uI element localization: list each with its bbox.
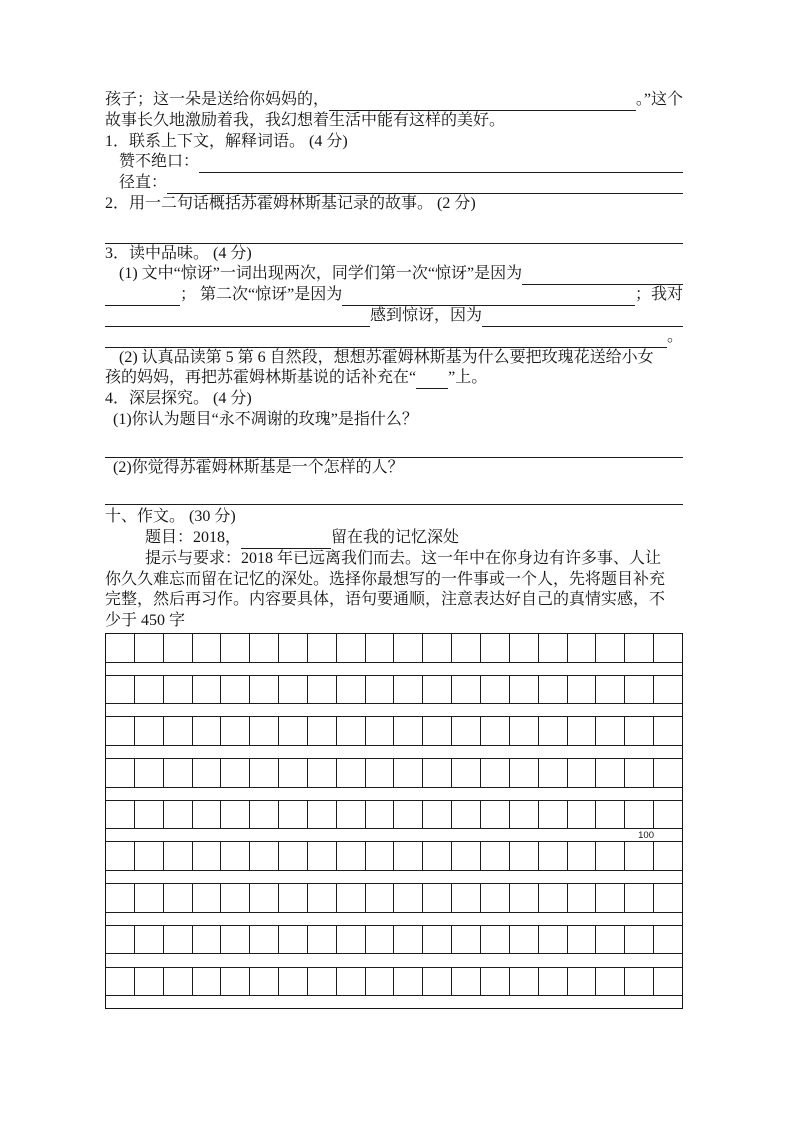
grid-cell[interactable]	[221, 968, 250, 996]
grid-cell[interactable]	[596, 801, 625, 829]
grid-row	[106, 634, 682, 663]
text-line	[105, 90, 683, 111]
grid-cell[interactable]	[279, 634, 308, 662]
grid-cell[interactable]	[452, 801, 481, 829]
grid-cell[interactable]	[250, 717, 279, 745]
grid-cell[interactable]	[193, 801, 222, 829]
grid-cell[interactable]	[279, 676, 308, 704]
answer-blank[interactable]	[241, 527, 331, 549]
grid-cell[interactable]	[625, 759, 654, 787]
grid-cell[interactable]	[164, 801, 193, 829]
grid-cell[interactable]	[279, 884, 308, 912]
grid-cell[interactable]	[135, 717, 164, 745]
grid-row	[106, 759, 682, 788]
grid-cell[interactable]	[164, 676, 193, 704]
grid-cell[interactable]	[366, 926, 395, 954]
grid-cell[interactable]	[596, 717, 625, 745]
grid-cell[interactable]	[510, 634, 539, 662]
grid-cell[interactable]	[423, 801, 452, 829]
answer-blank[interactable]	[105, 326, 667, 348]
grid-cell[interactable]	[452, 717, 481, 745]
grid-cell[interactable]	[481, 634, 510, 662]
text-line	[105, 437, 683, 458]
grid-cell[interactable]	[135, 842, 164, 870]
grid-cell[interactable]	[394, 884, 423, 912]
grid-cell[interactable]	[452, 676, 481, 704]
grid-cell[interactable]	[106, 884, 135, 912]
grid-cell[interactable]	[193, 926, 222, 954]
grid-spacer	[106, 954, 682, 967]
grid-cell[interactable]	[164, 884, 193, 912]
text-line	[105, 570, 683, 591]
grid-row	[106, 884, 682, 913]
text-line	[105, 306, 683, 327]
grid-cell[interactable]	[106, 717, 135, 745]
grid-cell[interactable]	[452, 968, 481, 996]
text-segment: 十、作文。 (30 分)	[105, 508, 236, 526]
text-segment: 赞不绝口：	[119, 153, 200, 171]
text-line	[105, 194, 683, 215]
grid-cell[interactable]	[337, 676, 366, 704]
text-segment: 题目：2018，	[145, 528, 242, 546]
grid-cell[interactable]	[164, 926, 193, 954]
grid-cell[interactable]	[625, 884, 654, 912]
text-segment: 。”这个	[635, 91, 683, 108]
grid-cell[interactable]	[568, 717, 597, 745]
text-segment: 孩的妈妈，再把苏霍姆林斯基说的话补充在“	[105, 369, 417, 387]
grid-cell[interactable]	[337, 926, 366, 954]
text-line	[105, 507, 683, 528]
grid-row	[106, 926, 682, 955]
grid-cell[interactable]	[654, 801, 682, 829]
answer-blank[interactable]	[167, 172, 683, 194]
grid-cell[interactable]	[596, 926, 625, 954]
text-segment: 留在我的记忆深处	[331, 528, 460, 546]
grid-cell[interactable]	[625, 801, 654, 829]
grid-cell[interactable]	[106, 968, 135, 996]
grid-cell[interactable]	[539, 842, 568, 870]
grid-cell[interactable]	[164, 634, 193, 662]
grid-cell[interactable]	[250, 926, 279, 954]
grid-cell[interactable]	[510, 842, 539, 870]
grid-cell[interactable]	[337, 801, 366, 829]
grid-cell[interactable]	[452, 759, 481, 787]
text-segment: 4．深层探究。 (4 分)	[105, 390, 252, 408]
grid-cell[interactable]	[423, 926, 452, 954]
grid-cell[interactable]	[221, 759, 250, 787]
char-count-marker: 100	[638, 829, 654, 841]
grid-cell[interactable]	[394, 717, 423, 745]
text-line	[105, 132, 683, 153]
grid-cell[interactable]	[337, 842, 366, 870]
grid-cell[interactable]	[250, 634, 279, 662]
answer-blank[interactable]	[199, 151, 683, 173]
grid-cell[interactable]	[394, 968, 423, 996]
grid-cell[interactable]	[625, 634, 654, 662]
text-segment: 。	[666, 327, 683, 345]
grid-cell[interactable]	[221, 717, 250, 745]
grid-cell[interactable]	[308, 634, 337, 662]
grid-cell[interactable]	[279, 926, 308, 954]
grid-cell[interactable]	[568, 759, 597, 787]
text-segment: 孩子；这一朵是送给你妈妈的，	[105, 91, 330, 108]
text-line	[105, 410, 683, 431]
grid-row	[106, 676, 682, 705]
grid-cell[interactable]	[250, 676, 279, 704]
grid-cell[interactable]	[366, 801, 395, 829]
text-line	[105, 549, 683, 570]
grid-cell[interactable]	[568, 926, 597, 954]
text-line	[105, 528, 683, 549]
grid-cell[interactable]	[481, 842, 510, 870]
answer-blank[interactable]	[105, 483, 683, 505]
grid-cell[interactable]	[135, 926, 164, 954]
text-segment: 少于 450 字	[105, 612, 186, 630]
grid-cell[interactable]	[539, 759, 568, 787]
answer-blank[interactable]	[105, 284, 180, 306]
grid-cell[interactable]	[625, 842, 654, 870]
grid-cell[interactable]	[510, 968, 539, 996]
grid-row	[106, 842, 682, 871]
grid-cell[interactable]	[481, 759, 510, 787]
grid-cell[interactable]	[308, 968, 337, 996]
grid-cell[interactable]	[308, 801, 337, 829]
grid-cell[interactable]	[366, 842, 395, 870]
grid-cell[interactable]	[654, 842, 682, 870]
answer-blank[interactable]	[342, 284, 635, 306]
grid-cell[interactable]	[279, 759, 308, 787]
grid-cell[interactable]	[106, 676, 135, 704]
grid-cell[interactable]	[481, 884, 510, 912]
grid-cell[interactable]	[596, 676, 625, 704]
question-text-block	[105, 90, 683, 632]
grid-cell[interactable]	[106, 801, 135, 829]
grid-spacer	[106, 913, 682, 926]
grid-cell[interactable]	[596, 842, 625, 870]
grid-cell[interactable]	[596, 884, 625, 912]
text-segment: (2)你觉得苏霍姆林斯基是一个怎样的人？	[113, 458, 404, 476]
grid-cell[interactable]	[337, 634, 366, 662]
grid-cell[interactable]	[596, 634, 625, 662]
text-line	[105, 173, 683, 194]
grid-cell[interactable]	[539, 801, 568, 829]
grid-cell[interactable]	[654, 634, 682, 662]
grid-cell[interactable]	[510, 676, 539, 704]
text-line	[105, 368, 683, 389]
grid-cell[interactable]	[510, 759, 539, 787]
grid-cell[interactable]	[221, 676, 250, 704]
grid-cell[interactable]	[510, 717, 539, 745]
grid-row	[106, 717, 682, 746]
text-segment: 感到惊讶，因为	[370, 306, 483, 324]
grid-cell[interactable]	[539, 968, 568, 996]
grid-cell[interactable]	[250, 968, 279, 996]
text-segment: 故事长久地激励着我，我幻想着生活中能有这样的美好。	[105, 111, 506, 129]
text-segment: 完整，然后再习作。内容要具体，语句要通顺，注意表达好自己的真情实感，不	[105, 591, 666, 609]
grid-cell[interactable]	[164, 968, 193, 996]
grid-cell[interactable]	[568, 884, 597, 912]
grid-cell[interactable]	[394, 842, 423, 870]
grid-spacer	[106, 996, 682, 1008]
grid-cell[interactable]	[250, 801, 279, 829]
text-line	[105, 389, 683, 410]
grid-cell[interactable]	[193, 676, 222, 704]
grid-spacer	[106, 788, 682, 801]
text-line	[105, 327, 683, 348]
grid-cell[interactable]	[366, 717, 395, 745]
grid-cell[interactable]	[625, 968, 654, 996]
grid-cell[interactable]	[539, 926, 568, 954]
grid-cell[interactable]	[337, 759, 366, 787]
grid-cell[interactable]	[654, 926, 682, 954]
composition-grid	[105, 633, 683, 1009]
grid-cell[interactable]	[106, 634, 135, 662]
grid-cell[interactable]	[106, 926, 135, 954]
grid-cell[interactable]	[193, 717, 222, 745]
grid-cell[interactable]	[308, 676, 337, 704]
text-segment: ； 第二次“惊讶”是因为	[180, 286, 343, 304]
grid-cell[interactable]	[481, 926, 510, 954]
answer-blank[interactable]	[105, 222, 683, 244]
grid-cell[interactable]	[135, 634, 164, 662]
grid-cell[interactable]	[510, 801, 539, 829]
grid-cell[interactable]	[221, 926, 250, 954]
grid-spacer	[106, 704, 682, 717]
grid-cell[interactable]	[654, 759, 682, 787]
grid-cell[interactable]	[279, 801, 308, 829]
grid-cell[interactable]	[308, 926, 337, 954]
text-line	[105, 111, 683, 132]
grid-cell[interactable]	[221, 884, 250, 912]
grid-cell[interactable]	[221, 801, 250, 829]
grid-cell[interactable]	[279, 968, 308, 996]
grid-cell[interactable]	[193, 842, 222, 870]
grid-cell[interactable]	[539, 884, 568, 912]
grid-cell[interactable]	[193, 759, 222, 787]
text-segment: 3．读中品味。 (4 分)	[105, 244, 252, 262]
grid-cell[interactable]	[366, 968, 395, 996]
answer-blank[interactable]	[105, 436, 683, 458]
grid-cell[interactable]	[308, 842, 337, 870]
grid-cell[interactable]	[164, 717, 193, 745]
grid-spacer	[106, 663, 682, 676]
text-segment: ”上。	[448, 369, 488, 387]
grid-cell[interactable]	[308, 884, 337, 912]
text-line	[105, 244, 683, 265]
text-line	[105, 285, 683, 306]
text-segment: 你久久难忘而留在记忆的深处。选择你最想写的一件事或一个人，先将题目补充	[105, 570, 666, 588]
grid-cell[interactable]	[539, 717, 568, 745]
grid-cell[interactable]	[568, 842, 597, 870]
grid-cell[interactable]	[481, 717, 510, 745]
text-line	[105, 223, 683, 244]
grid-cell[interactable]	[250, 884, 279, 912]
answer-blank[interactable]	[416, 367, 448, 389]
grid-cell[interactable]	[394, 801, 423, 829]
grid-cell[interactable]	[596, 968, 625, 996]
grid-cell[interactable]	[654, 717, 682, 745]
grid-cell[interactable]	[596, 759, 625, 787]
grid-cell[interactable]	[135, 676, 164, 704]
grid-cell[interactable]	[366, 634, 395, 662]
grid-cell[interactable]	[510, 926, 539, 954]
grid-cell[interactable]	[568, 968, 597, 996]
text-segment: ；我对	[634, 286, 683, 304]
grid-cell[interactable]	[423, 759, 452, 787]
grid-cell[interactable]	[510, 884, 539, 912]
grid-cell[interactable]	[193, 634, 222, 662]
grid-cell[interactable]	[394, 759, 423, 787]
grid-cell[interactable]	[366, 676, 395, 704]
text-line	[105, 458, 683, 479]
grid-cell[interactable]	[250, 759, 279, 787]
grid-cell[interactable]	[481, 801, 510, 829]
grid-cell[interactable]	[568, 676, 597, 704]
grid-spacer	[106, 871, 682, 884]
grid-cell[interactable]	[394, 676, 423, 704]
grid-cell[interactable]	[164, 842, 193, 870]
grid-cell[interactable]	[481, 968, 510, 996]
grid-cell[interactable]	[568, 634, 597, 662]
answer-blank[interactable]	[329, 89, 636, 111]
grid-cell[interactable]	[423, 884, 452, 912]
grid-cell[interactable]	[366, 884, 395, 912]
grid-cell[interactable]	[625, 717, 654, 745]
grid-cell[interactable]	[568, 801, 597, 829]
grid-cell[interactable]	[394, 926, 423, 954]
text-segment: 径直：	[119, 174, 168, 192]
grid-cell[interactable]	[654, 884, 682, 912]
text-line	[105, 152, 683, 173]
grid-cell[interactable]	[452, 634, 481, 662]
grid-row	[106, 801, 682, 830]
grid-cell[interactable]	[135, 884, 164, 912]
grid-cell[interactable]	[193, 968, 222, 996]
grid-cell[interactable]	[481, 676, 510, 704]
grid-row	[106, 968, 682, 997]
grid-cell[interactable]	[337, 968, 366, 996]
grid-cell[interactable]	[654, 676, 682, 704]
grid-spacer	[106, 829, 682, 842]
grid-cell[interactable]	[366, 759, 395, 787]
text-segment: (2) 认真品读第 5 第 6 自然段，想想苏霍姆林斯基为什么要把玫瑰花送给小女	[119, 348, 654, 366]
text-segment: 1．联系上下文，解释词语。 (4 分)	[105, 132, 348, 150]
grid-cell[interactable]	[452, 842, 481, 870]
text-line	[105, 484, 683, 505]
grid-cell[interactable]	[423, 634, 452, 662]
grid-cell[interactable]	[423, 968, 452, 996]
answer-blank[interactable]	[522, 263, 683, 285]
grid-cell[interactable]	[394, 634, 423, 662]
grid-cell[interactable]	[221, 634, 250, 662]
grid-cell[interactable]	[452, 884, 481, 912]
grid-cell[interactable]	[625, 676, 654, 704]
text-line	[105, 348, 683, 369]
text-segment: (1)你认为题目“永不凋谢的玫瑰”是指什么？	[113, 410, 418, 428]
text-line	[105, 590, 683, 611]
grid-cell[interactable]	[337, 717, 366, 745]
grid-cell[interactable]	[539, 676, 568, 704]
grid-cell[interactable]	[135, 968, 164, 996]
grid-cell[interactable]	[423, 842, 452, 870]
grid-spacer	[106, 746, 682, 759]
answer-blank[interactable]	[482, 305, 683, 327]
grid-cell[interactable]	[221, 842, 250, 870]
grid-cell[interactable]	[423, 717, 452, 745]
grid-cell[interactable]	[135, 801, 164, 829]
grid-cell[interactable]	[164, 759, 193, 787]
grid-cell[interactable]	[452, 926, 481, 954]
grid-cell[interactable]	[106, 842, 135, 870]
text-segment: (1) 文中“惊讶”一词出现两次，同学们第一次“惊讶”是因为	[119, 265, 523, 283]
grid-cell[interactable]	[135, 759, 164, 787]
grid-cell[interactable]	[279, 842, 308, 870]
grid-cell[interactable]	[423, 676, 452, 704]
text-line	[105, 611, 683, 632]
answer-blank[interactable]	[105, 305, 370, 327]
grid-cell[interactable]	[337, 884, 366, 912]
grid-cell[interactable]	[539, 634, 568, 662]
text-segment: 提示与要求：2018 年已远离我们而去。这一年中在你身边有许多事、人让	[145, 549, 662, 567]
grid-cell[interactable]	[279, 717, 308, 745]
grid-cell[interactable]	[308, 717, 337, 745]
grid-cell[interactable]	[193, 884, 222, 912]
grid-cell[interactable]	[106, 759, 135, 787]
text-segment: 2．用一二句话概括苏霍姆林斯基记录的故事。 (2 分)	[105, 194, 476, 212]
grid-cell[interactable]	[250, 842, 279, 870]
grid-cell[interactable]	[654, 968, 682, 996]
grid-cell[interactable]	[625, 926, 654, 954]
grid-cell[interactable]	[308, 759, 337, 787]
text-line	[105, 264, 683, 285]
